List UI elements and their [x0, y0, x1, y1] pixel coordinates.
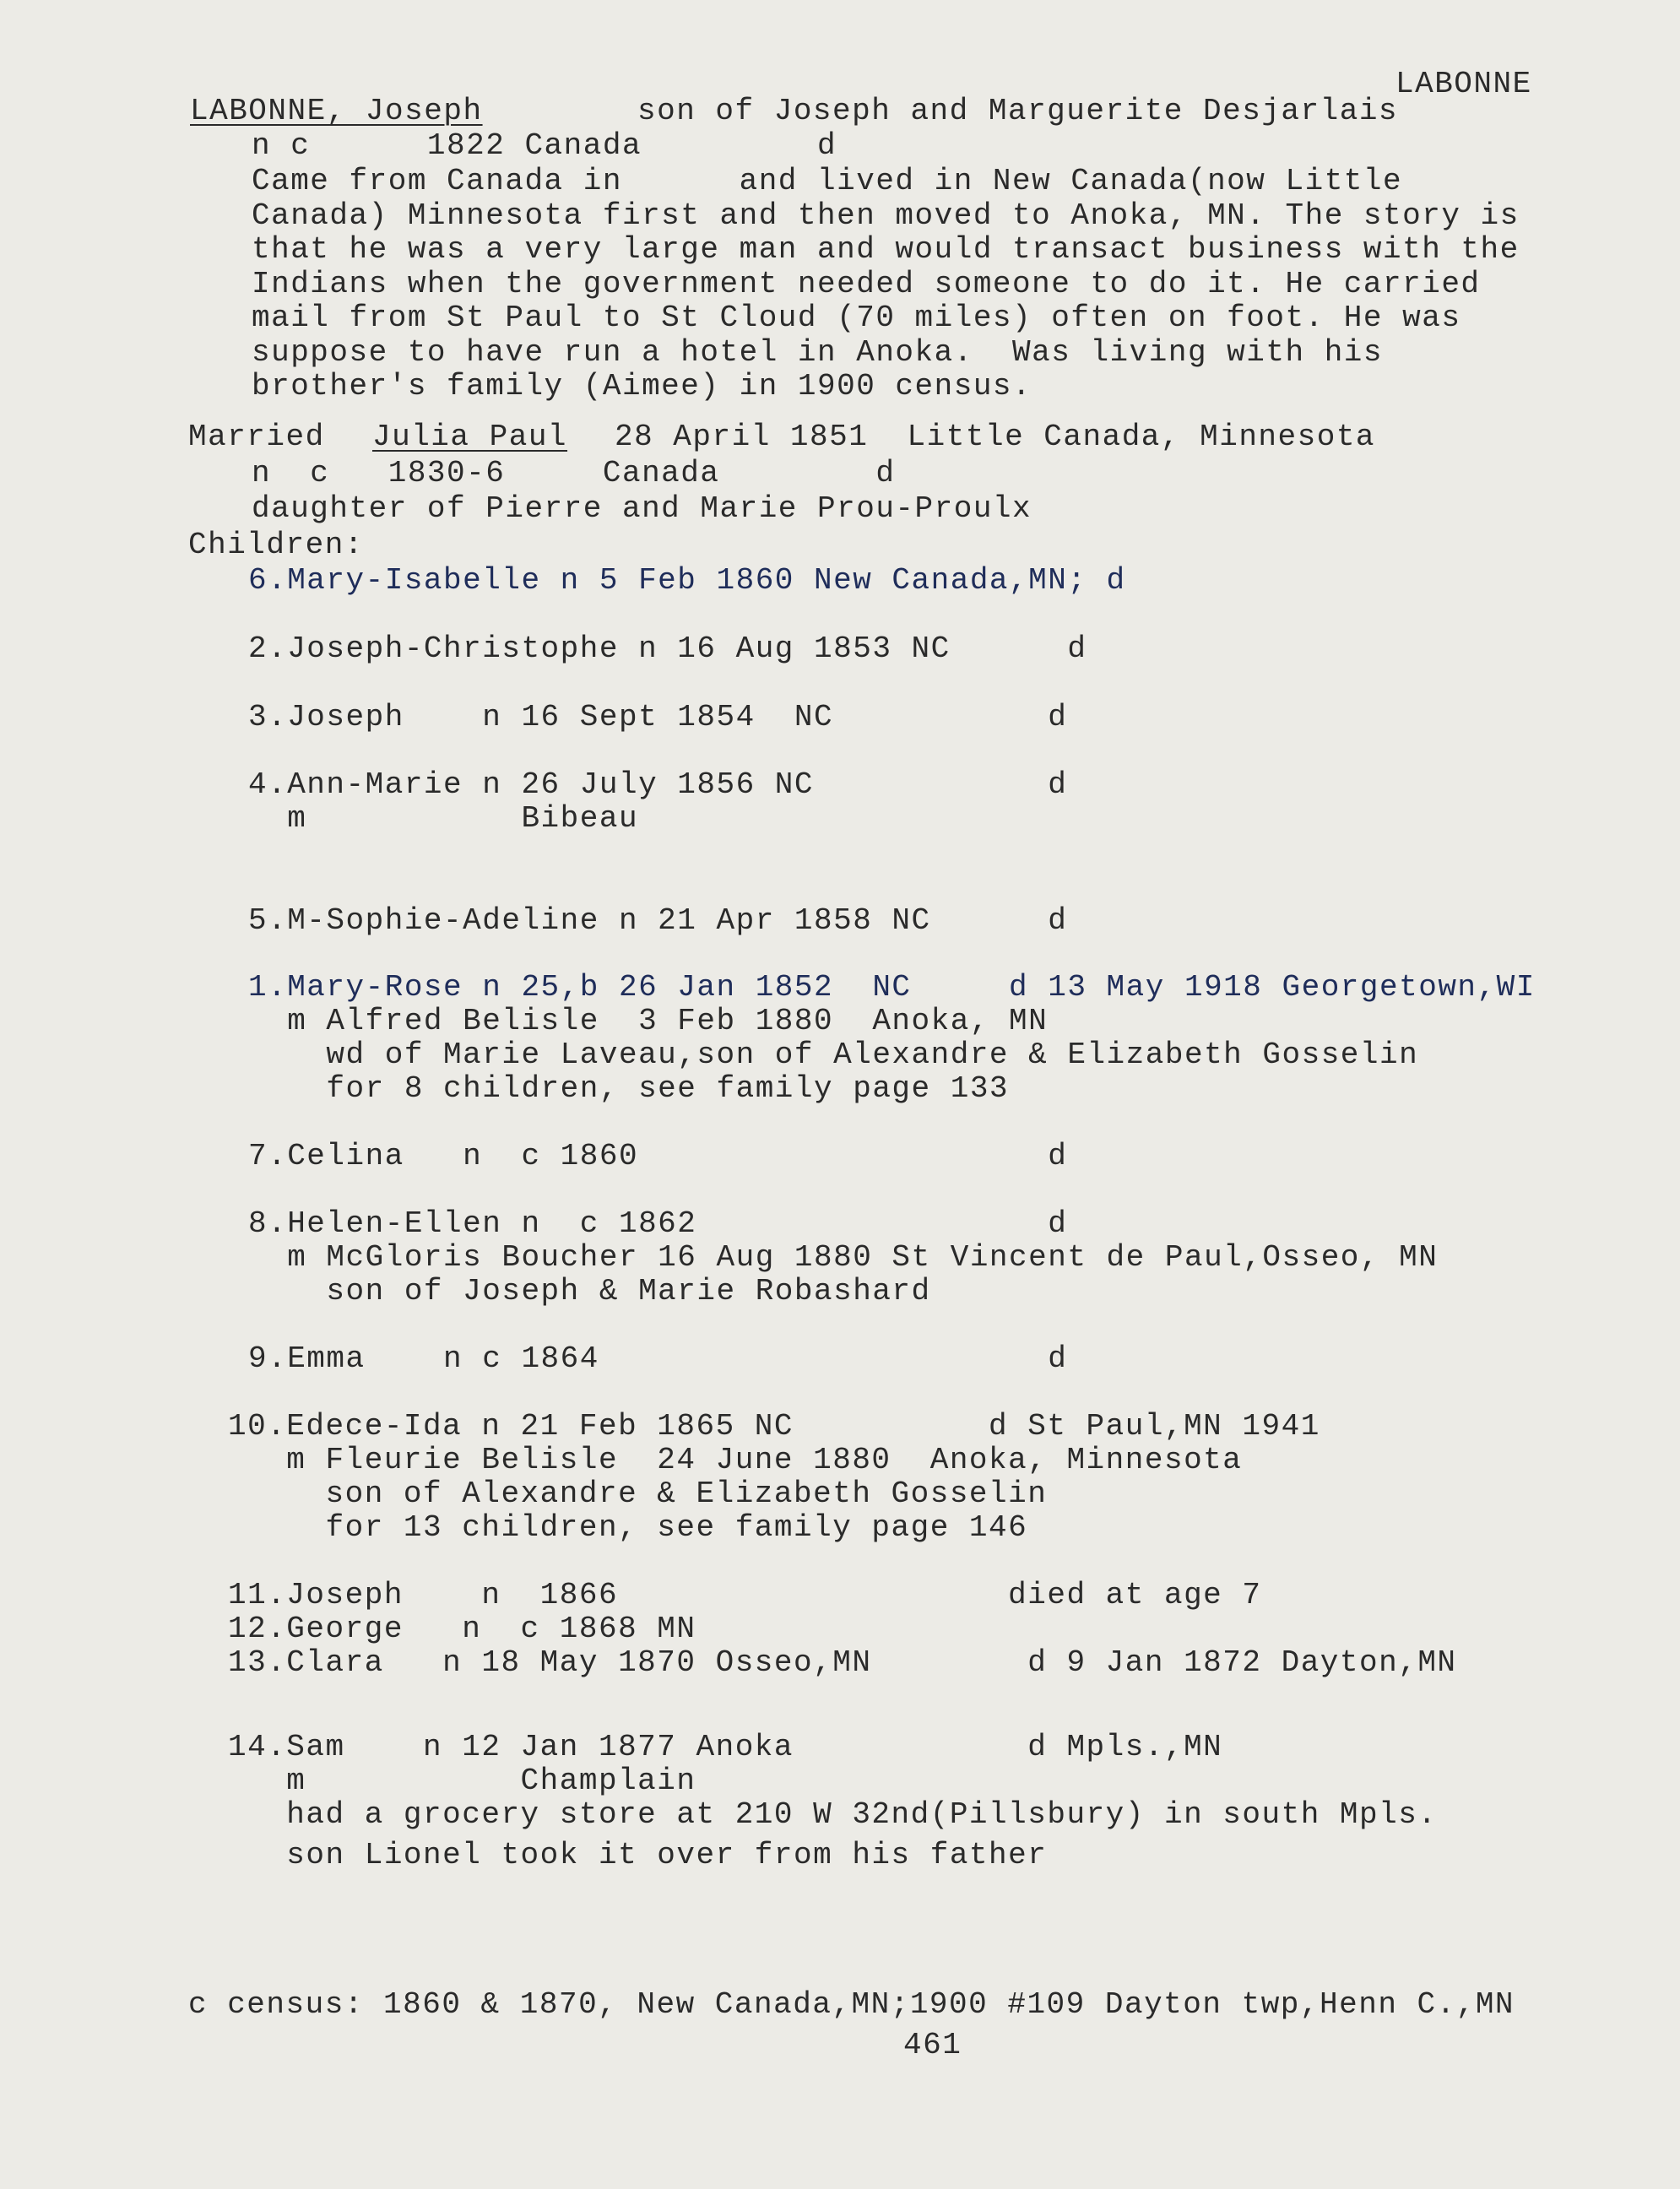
- child-entry: 2.Joseph-Christophe n 16 Aug 1853 NC d: [248, 631, 1087, 666]
- child-entry: 5.M-Sophie-Adeline n 21 Apr 1858 NC d: [248, 903, 1068, 938]
- child-entry-detail: m Fleurie Belisle 24 June 1880 Anoka, Minnesota: [228, 1443, 1243, 1477]
- child-entry-detail: had a grocery store at 210 W 32nd(Pillsbury) in south Mpls.: [228, 1797, 1438, 1832]
- child-entry-detail: m Alfred Belisle 3 Feb 1880 Anoka, MN: [248, 1004, 1049, 1038]
- child-entry: 7.Celina n c 1860 d: [248, 1139, 1068, 1173]
- page-number: 461: [903, 2028, 962, 2062]
- subject-name: LABONNE, Joseph: [190, 94, 483, 128]
- marriage-details: 28 April 1851 Little Canada, Minnesota: [615, 420, 1376, 454]
- spouse-name: Julia Paul: [372, 420, 568, 454]
- child-entry-detail: son of Joseph & Marie Robashard: [248, 1274, 931, 1309]
- bio-line: Indians when the government needed someone to do it. He carried: [252, 267, 1481, 301]
- surname-tag: LABONNE: [1395, 67, 1532, 101]
- child-entry: 1.Mary-Rose n 25,b 26 Jan 1852 NC d 13 May 1918 Georgetown,WI: [248, 970, 1536, 1005]
- bio-line: suppose to have run a hotel in Anoka. Was living with his: [252, 335, 1384, 370]
- child-entry-detail: m Bibeau: [248, 801, 639, 836]
- child-entry-detail: m McGloris Boucher 16 Aug 1880 St Vincent de Paul,Osseo, MN: [248, 1240, 1439, 1275]
- child-entry: 10.Edece-Ida n 21 Feb 1865 NC d St Paul,MN 1941: [228, 1409, 1320, 1444]
- child-entry: 3.Joseph n 16 Sept 1854 NC d: [248, 700, 1068, 734]
- child-entry: 11.Joseph n 1866 died at age 7: [228, 1578, 1262, 1612]
- child-entry: 14.Sam n 12 Jan 1877 Anoka d Mpls.,MN: [228, 1730, 1223, 1764]
- child-entry-detail: son of Alexandre & Elizabeth Gosselin: [228, 1476, 1048, 1511]
- spouse-parents: daughter of Pierre and Marie Prou-Proulx: [252, 491, 1032, 526]
- child-entry: 13.Clara n 18 May 1870 Osseo,MN d 9 Jan 1872 Dayton,MN: [228, 1645, 1457, 1680]
- bio-line: mail from St Paul to St Cloud (70 miles) often on foot. He was: [252, 301, 1461, 335]
- child-entry-detail: m Champlain: [228, 1764, 696, 1798]
- census-footnote: c census: 1860 & 1870, New Canada,MN;1900 #109 Dayton twp,Henn C.,MN: [188, 1987, 1515, 2022]
- child-entry-detail: wd of Marie Laveau,son of Alexandre & Elizabeth Gosselin: [248, 1038, 1419, 1072]
- marriage-prefix: Married: [188, 420, 325, 454]
- bio-line: Canada) Minnesota first and then moved to Anoka, MN. The story is: [252, 198, 1520, 233]
- child-entry-detail: for 8 children, see family page 133: [248, 1071, 1010, 1106]
- spouse-birth: n c 1830-6 Canada d: [252, 456, 896, 490]
- child-entry: 12.George n c 1868 MN: [228, 1612, 696, 1646]
- child-entry: 6.Mary-Isabelle n 5 Feb 1860 New Canada,MN; d: [248, 563, 1126, 598]
- child-entry-detail: son Lionel took it over from his father: [228, 1838, 1048, 1872]
- subject-parents: son of Joseph and Marguerite Desjarlais: [637, 94, 1399, 128]
- child-entry: 9.Emma n c 1864 d: [248, 1341, 1068, 1376]
- children-heading: Children:: [188, 528, 364, 562]
- bio-line: Came from Canada in and lived in New Canada(now Little: [252, 164, 1403, 198]
- child-entry: 4.Ann-Marie n 26 July 1856 NC d: [248, 767, 1068, 802]
- subject-birth: n c 1822 Canada d: [252, 128, 837, 163]
- bio-line: that he was a very large man and would transact business with the: [252, 232, 1520, 267]
- bio-line: brother's family (Aimee) in 1900 census.: [252, 369, 1032, 404]
- child-entry: 8.Helen-Ellen n c 1862 d: [248, 1206, 1068, 1241]
- child-entry-detail: for 13 children, see family page 146: [228, 1510, 1028, 1545]
